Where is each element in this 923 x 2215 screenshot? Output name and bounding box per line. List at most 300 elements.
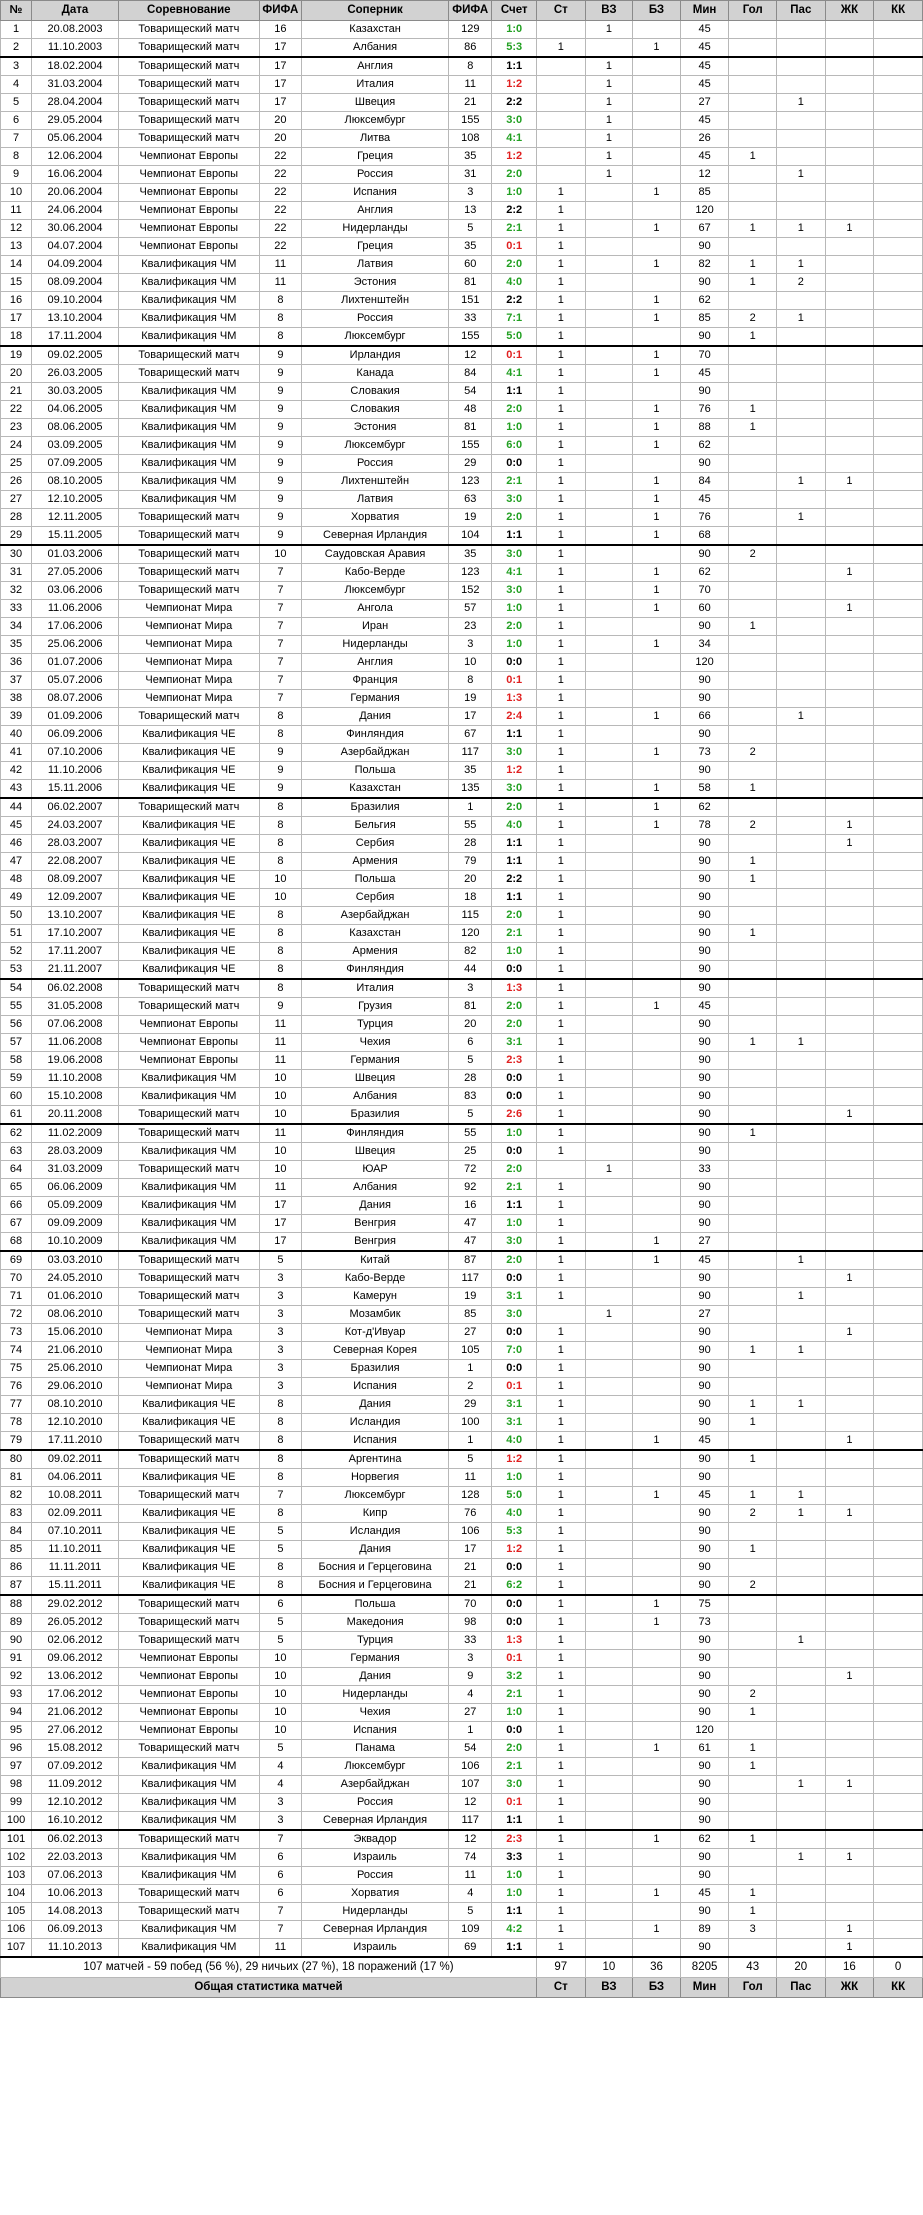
match-opponent: Испания (302, 1722, 449, 1740)
match-sub-out: 1 (633, 437, 681, 455)
match-goals: 3 (729, 1921, 777, 1939)
match-opponent: Германия (302, 1052, 449, 1070)
opponent-fifa-rank: 35 (449, 148, 492, 166)
match-minutes: 27 (680, 1233, 729, 1252)
match-red-card (874, 1052, 923, 1070)
match-competition: Чемпионат Мира (118, 672, 259, 690)
match-sub-out (633, 1541, 681, 1559)
match-sub-in (585, 1686, 633, 1704)
match-number: 44 (1, 798, 32, 817)
match-competition: Чемпионат Мира (118, 1324, 259, 1342)
match-number: 1 (1, 21, 32, 39)
match-minutes: 45 (680, 1885, 729, 1903)
opponent-fifa-rank: 16 (449, 1197, 492, 1215)
match-competition: Квалификация ЧЕ (118, 961, 259, 980)
match-red-card (874, 94, 923, 112)
match-yellow-card (825, 1034, 874, 1052)
match-minutes: 90 (680, 672, 729, 690)
match-opponent: ЮАР (302, 1161, 449, 1179)
match-red-card (874, 1360, 923, 1378)
match-opponent: Люксембург (302, 437, 449, 455)
match-score: 1:3 (492, 1632, 536, 1650)
match-assists (777, 672, 826, 690)
opponent-fifa-rank: 35 (449, 545, 492, 564)
match-goals (729, 1939, 777, 1958)
match-assists (777, 1469, 826, 1487)
match-yellow-card (825, 1396, 874, 1414)
match-start: 1 (536, 328, 585, 347)
match-number: 92 (1, 1668, 32, 1686)
match-goals (729, 564, 777, 582)
match-minutes: 73 (680, 744, 729, 762)
match-competition: Товарищеский матч (118, 509, 259, 527)
opponent-fifa-rank: 152 (449, 582, 492, 600)
match-date: 27.06.2012 (32, 1722, 119, 1740)
match-date: 29.05.2004 (32, 112, 119, 130)
match-yellow-card (825, 491, 874, 509)
match-date: 26.03.2005 (32, 365, 119, 383)
match-competition: Чемпионат Европы (118, 1704, 259, 1722)
match-minutes: 90 (680, 1378, 729, 1396)
match-minutes: 90 (680, 1523, 729, 1541)
team-fifa-rank: 7 (259, 1921, 301, 1939)
match-score: 2:1 (492, 220, 536, 238)
match-opponent: Финляндия (302, 961, 449, 980)
match-sub-in (585, 1070, 633, 1088)
opponent-fifa-rank: 60 (449, 256, 492, 274)
match-start: 1 (536, 1921, 585, 1939)
table-row (1, 39, 923, 58)
match-sub-in (585, 1450, 633, 1469)
match-minutes: 90 (680, 1632, 729, 1650)
match-number: 53 (1, 961, 32, 980)
match-assists (777, 1867, 826, 1885)
match-yellow-card (825, 1179, 874, 1197)
match-number: 73 (1, 1324, 32, 1342)
match-competition: Квалификация ЧЕ (118, 817, 259, 835)
match-yellow-card (825, 654, 874, 672)
match-number: 29 (1, 527, 32, 546)
match-goals (729, 1559, 777, 1577)
match-score: 3:0 (492, 1233, 536, 1252)
match-minutes: 90 (680, 925, 729, 943)
match-sub-in (585, 1668, 633, 1686)
match-number: 76 (1, 1378, 32, 1396)
opponent-fifa-rank: 20 (449, 871, 492, 889)
match-sub-in: 1 (585, 1161, 633, 1179)
match-goals (729, 112, 777, 130)
team-fifa-rank: 8 (259, 925, 301, 943)
match-score: 5:3 (492, 1523, 536, 1541)
match-yellow-card (825, 310, 874, 328)
table-row (1, 600, 923, 618)
match-date: 19.06.2008 (32, 1052, 119, 1070)
match-goals (729, 726, 777, 744)
match-sub-in (585, 1939, 633, 1958)
match-number: 65 (1, 1179, 32, 1197)
match-goals (729, 708, 777, 726)
match-minutes: 90 (680, 1143, 729, 1161)
match-minutes: 76 (680, 509, 729, 527)
match-opponent: Казахстан (302, 925, 449, 943)
match-goals: 2 (729, 1505, 777, 1523)
match-red-card (874, 1197, 923, 1215)
team-fifa-rank: 3 (259, 1812, 301, 1831)
match-goals: 1 (729, 1885, 777, 1903)
match-score: 4:1 (492, 564, 536, 582)
match-assists (777, 835, 826, 853)
opponent-fifa-rank: 3 (449, 979, 492, 998)
match-score: 2:1 (492, 925, 536, 943)
match-opponent: Исландия (302, 1523, 449, 1541)
match-sub-out: 1 (633, 527, 681, 546)
match-number: 2 (1, 39, 32, 58)
match-goals (729, 1197, 777, 1215)
match-opponent: Люксембург (302, 1758, 449, 1776)
table-row (1, 726, 923, 744)
team-fifa-rank: 11 (259, 274, 301, 292)
table-row (1, 943, 923, 961)
match-sub-out: 1 (633, 491, 681, 509)
match-goals (729, 1306, 777, 1324)
team-fifa-rank: 9 (259, 509, 301, 527)
match-score: 3:1 (492, 1034, 536, 1052)
match-assists: 1 (777, 1505, 826, 1523)
match-start: 1 (536, 636, 585, 654)
match-sub-out (633, 1378, 681, 1396)
match-minutes: 85 (680, 184, 729, 202)
match-number: 103 (1, 1867, 32, 1885)
match-score: 3:1 (492, 1396, 536, 1414)
match-red-card (874, 473, 923, 491)
match-goals (729, 455, 777, 473)
match-red-card (874, 1523, 923, 1541)
match-opponent: Россия (302, 1794, 449, 1812)
match-score: 2:0 (492, 907, 536, 925)
match-sub-out (633, 130, 681, 148)
team-fifa-rank: 10 (259, 1088, 301, 1106)
match-yellow-card (825, 1722, 874, 1740)
match-date: 13.06.2012 (32, 1668, 119, 1686)
match-competition: Товарищеский матч (118, 1830, 259, 1849)
match-opponent: Словакия (302, 401, 449, 419)
opponent-fifa-rank: 8 (449, 672, 492, 690)
match-goals (729, 835, 777, 853)
match-red-card (874, 1885, 923, 1903)
match-goals: 1 (729, 780, 777, 799)
match-competition: Товарищеский матч (118, 1632, 259, 1650)
table-row (1, 835, 923, 853)
table-row (1, 1414, 923, 1432)
match-start: 1 (536, 1360, 585, 1378)
match-red-card (874, 636, 923, 654)
match-opponent: Эстония (302, 419, 449, 437)
team-fifa-rank: 8 (259, 1450, 301, 1469)
match-yellow-card (825, 979, 874, 998)
match-opponent: Германия (302, 690, 449, 708)
match-start: 1 (536, 184, 585, 202)
match-opponent: Дания (302, 1396, 449, 1414)
match-minutes: 88 (680, 419, 729, 437)
match-sub-out (633, 545, 681, 564)
match-sub-in (585, 690, 633, 708)
table-row (1, 1197, 923, 1215)
match-date: 12.10.2010 (32, 1414, 119, 1432)
match-sub-out (633, 943, 681, 961)
match-yellow-card (825, 1342, 874, 1360)
match-sub-in (585, 545, 633, 564)
match-competition: Товарищеский матч (118, 21, 259, 39)
footer-label-red-cards: КК (874, 1978, 923, 1998)
opponent-fifa-rank: 13 (449, 202, 492, 220)
match-minutes: 90 (680, 545, 729, 564)
match-date: 06.02.2013 (32, 1830, 119, 1849)
match-red-card (874, 491, 923, 509)
match-number: 90 (1, 1632, 32, 1650)
match-opponent: Кабо-Верде (302, 564, 449, 582)
footer-label-subbed-out: БЗ (633, 1978, 681, 1998)
opponent-fifa-rank: 1 (449, 1360, 492, 1378)
opponent-fifa-rank: 18 (449, 889, 492, 907)
match-yellow-card (825, 1052, 874, 1070)
match-assists (777, 1360, 826, 1378)
match-competition: Товарищеский матч (118, 527, 259, 546)
team-fifa-rank: 11 (259, 1034, 301, 1052)
match-opponent: Литва (302, 130, 449, 148)
table-row (1, 365, 923, 383)
opponent-fifa-rank: 69 (449, 1939, 492, 1958)
match-sub-in (585, 853, 633, 871)
match-goals: 1 (729, 1830, 777, 1849)
match-sub-in (585, 509, 633, 527)
opponent-fifa-rank: 155 (449, 437, 492, 455)
match-score: 1:1 (492, 889, 536, 907)
opponent-fifa-rank: 3 (449, 1650, 492, 1668)
match-date: 20.06.2004 (32, 184, 119, 202)
match-opponent: Турция (302, 1632, 449, 1650)
match-date: 22.03.2013 (32, 1849, 119, 1867)
col-header-competition: Соревнование (118, 1, 259, 21)
match-number: 3 (1, 57, 32, 76)
match-sub-in (585, 1197, 633, 1215)
match-score: 4:0 (492, 1505, 536, 1523)
match-sub-out: 1 (633, 1921, 681, 1939)
match-goals: 1 (729, 1903, 777, 1921)
match-sub-in (585, 1921, 633, 1939)
match-sub-out (633, 166, 681, 184)
team-fifa-rank: 9 (259, 744, 301, 762)
match-assists (777, 762, 826, 780)
match-start: 1 (536, 1016, 585, 1034)
match-date: 17.10.2007 (32, 925, 119, 943)
match-sub-in (585, 1704, 633, 1722)
table-row (1, 925, 923, 943)
match-yellow-card (825, 1595, 874, 1614)
match-competition: Товарищеский матч (118, 346, 259, 365)
match-sub-in (585, 1830, 633, 1849)
match-opponent: Северная Ирландия (302, 1812, 449, 1831)
match-minutes: 90 (680, 1288, 729, 1306)
table-row (1, 1161, 923, 1179)
opponent-fifa-rank: 57 (449, 600, 492, 618)
table-row (1, 274, 923, 292)
match-competition: Квалификация ЧЕ (118, 1577, 259, 1596)
match-date: 10.10.2009 (32, 1233, 119, 1252)
opponent-fifa-rank: 19 (449, 509, 492, 527)
match-opponent: Азербайджан (302, 1776, 449, 1794)
match-assists (777, 238, 826, 256)
match-assists (777, 998, 826, 1016)
match-date: 07.09.2005 (32, 455, 119, 473)
match-score: 0:0 (492, 1722, 536, 1740)
match-score: 6:2 (492, 1577, 536, 1596)
match-assists (777, 1614, 826, 1632)
match-sub-out (633, 907, 681, 925)
match-sub-out (633, 1559, 681, 1577)
match-opponent: Греция (302, 148, 449, 166)
match-yellow-card (825, 1867, 874, 1885)
match-sub-in (585, 1288, 633, 1306)
match-goals (729, 907, 777, 925)
match-assists (777, 184, 826, 202)
match-score: 0:0 (492, 1614, 536, 1632)
team-fifa-rank: 6 (259, 1849, 301, 1867)
match-yellow-card (825, 148, 874, 166)
match-sub-in (585, 1106, 633, 1125)
match-competition: Квалификация ЧМ (118, 256, 259, 274)
match-yellow-card (825, 1215, 874, 1233)
team-fifa-rank: 8 (259, 1505, 301, 1523)
match-assists (777, 1143, 826, 1161)
table-row (1, 202, 923, 220)
footer-label-goals: Гол (729, 1978, 777, 1998)
match-yellow-card: 1 (825, 1849, 874, 1867)
table-row (1, 1614, 923, 1632)
match-score: 0:1 (492, 238, 536, 256)
match-sub-in (585, 600, 633, 618)
match-goals (729, 798, 777, 817)
opponent-fifa-rank: 81 (449, 419, 492, 437)
match-date: 06.09.2006 (32, 726, 119, 744)
table-row (1, 148, 923, 166)
match-competition: Квалификация ЧМ (118, 1143, 259, 1161)
match-opponent: Армения (302, 943, 449, 961)
opponent-fifa-rank: 70 (449, 1595, 492, 1614)
match-sub-out: 1 (633, 1830, 681, 1849)
match-opponent: Люксембург (302, 112, 449, 130)
match-red-card (874, 76, 923, 94)
match-yellow-card: 1 (825, 1921, 874, 1939)
match-score: 0:1 (492, 1794, 536, 1812)
match-assists (777, 907, 826, 925)
match-score: 2:0 (492, 509, 536, 527)
team-fifa-rank: 11 (259, 1939, 301, 1958)
match-number: 24 (1, 437, 32, 455)
opponent-fifa-rank: 5 (449, 220, 492, 238)
match-assists: 1 (777, 256, 826, 274)
match-sub-in (585, 346, 633, 365)
match-date: 05.06.2004 (32, 130, 119, 148)
match-competition: Квалификация ЧМ (118, 1849, 259, 1867)
match-number: 86 (1, 1559, 32, 1577)
match-red-card (874, 1830, 923, 1849)
match-number: 32 (1, 582, 32, 600)
match-yellow-card (825, 708, 874, 726)
match-number: 40 (1, 726, 32, 744)
match-goals: 1 (729, 148, 777, 166)
match-sub-in (585, 1378, 633, 1396)
match-yellow-card: 1 (825, 473, 874, 491)
match-sub-out: 1 (633, 708, 681, 726)
match-sub-in (585, 1360, 633, 1378)
match-yellow-card (825, 527, 874, 546)
match-start: 1 (536, 1559, 585, 1577)
opponent-fifa-rank: 8 (449, 57, 492, 76)
match-sub-in (585, 925, 633, 943)
match-red-card (874, 292, 923, 310)
match-red-card (874, 1668, 923, 1686)
match-competition: Товарищеский матч (118, 1885, 259, 1903)
match-red-card (874, 961, 923, 980)
match-yellow-card: 1 (825, 1270, 874, 1288)
match-sub-in: 1 (585, 57, 633, 76)
match-start: 1 (536, 889, 585, 907)
team-fifa-rank: 17 (259, 1215, 301, 1233)
match-start: 1 (536, 310, 585, 328)
team-fifa-rank: 10 (259, 545, 301, 564)
match-number: 14 (1, 256, 32, 274)
match-red-card (874, 401, 923, 419)
team-fifa-rank: 7 (259, 1830, 301, 1849)
match-date: 28.03.2007 (32, 835, 119, 853)
team-fifa-rank: 8 (259, 1414, 301, 1432)
match-assists: 1 (777, 509, 826, 527)
match-sub-in (585, 1632, 633, 1650)
match-yellow-card (825, 780, 874, 799)
match-assists (777, 889, 826, 907)
match-sub-out (633, 1342, 681, 1360)
team-fifa-rank: 11 (259, 1124, 301, 1143)
match-start: 1 (536, 1070, 585, 1088)
match-opponent: Албания (302, 1179, 449, 1197)
match-sub-in (585, 383, 633, 401)
match-date: 17.06.2012 (32, 1686, 119, 1704)
match-yellow-card: 1 (825, 1432, 874, 1451)
match-goals (729, 1867, 777, 1885)
match-opponent: Дания (302, 1197, 449, 1215)
match-score: 1:0 (492, 943, 536, 961)
match-score: 0:1 (492, 1378, 536, 1396)
team-fifa-rank: 10 (259, 1722, 301, 1740)
match-sub-out (633, 1088, 681, 1106)
match-assists (777, 545, 826, 564)
match-minutes: 90 (680, 1903, 729, 1921)
match-competition: Товарищеский матч (118, 39, 259, 58)
match-minutes: 45 (680, 1251, 729, 1270)
match-start: 1 (536, 1052, 585, 1070)
match-number: 60 (1, 1088, 32, 1106)
table-row (1, 1124, 923, 1143)
match-yellow-card (825, 202, 874, 220)
match-opponent: Грузия (302, 998, 449, 1016)
table-row (1, 1288, 923, 1306)
match-opponent: Кот-д'Ивуар (302, 1324, 449, 1342)
table-row (1, 1179, 923, 1197)
match-goals (729, 582, 777, 600)
team-fifa-rank: 17 (259, 1233, 301, 1252)
match-date: 29.06.2010 (32, 1378, 119, 1396)
match-competition: Квалификация ЧЕ (118, 835, 259, 853)
